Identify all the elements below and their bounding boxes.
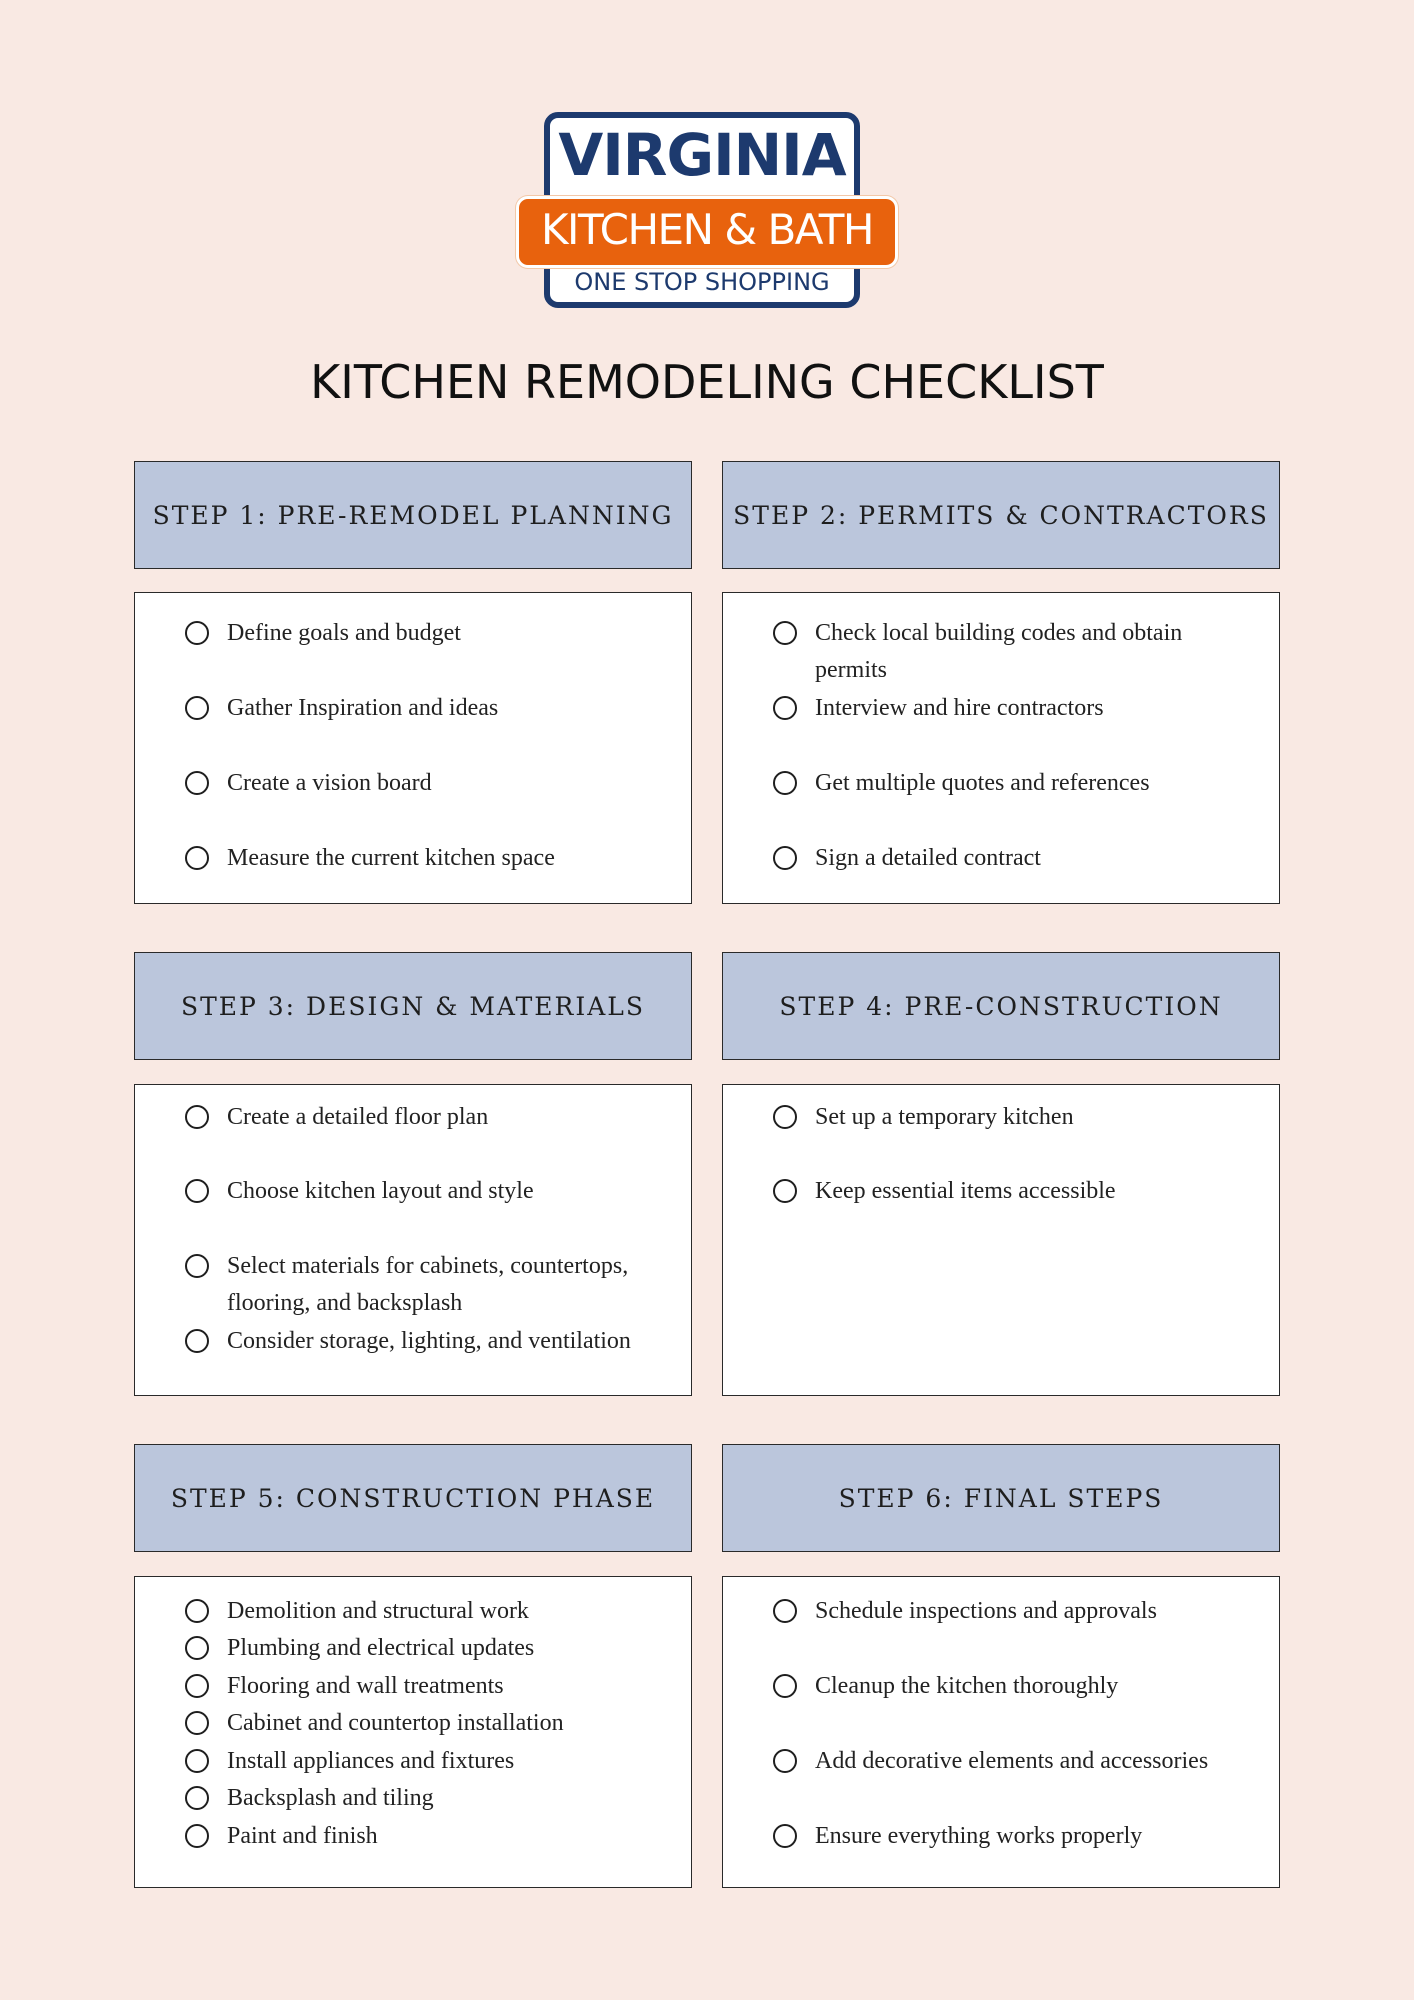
checkbox-circle-icon[interactable] — [773, 1599, 797, 1623]
step-3-checklist — [134, 1084, 692, 1396]
checkbox-circle-icon[interactable] — [185, 1329, 209, 1353]
checklist-item[interactable] — [185, 1323, 651, 1360]
step-1-checklist — [134, 592, 692, 904]
step-6-checklist — [722, 1576, 1280, 1888]
checklist-item-label: Add decorative elements and accessories — [815, 1748, 1209, 1774]
checkbox-circle-icon[interactable] — [185, 1599, 209, 1623]
checklist-item-label: Gather Inspiration and ideas — [227, 695, 499, 721]
checkbox-circle-icon[interactable] — [185, 1636, 209, 1660]
checklist-item[interactable] — [773, 840, 1239, 877]
checklist-item-label: Schedule inspections and approvals — [815, 1598, 1157, 1624]
checklist-item[interactable] — [773, 1099, 1239, 1136]
checklist-item[interactable] — [185, 690, 651, 727]
checklist-item[interactable] — [773, 690, 1239, 727]
checklist-item-label: Check local building codes and obtain permits — [815, 620, 1183, 683]
checklist-item[interactable] — [185, 1705, 651, 1742]
step-2-checklist — [722, 592, 1280, 904]
checklist-item-label: Ensure everything works properly — [815, 1823, 1143, 1849]
checklist-item[interactable] — [185, 1743, 651, 1780]
step-4-header: STEP 4: PRE-CONSTRUCTION — [722, 952, 1280, 1060]
step-6-header: STEP 6: FINAL STEPS — [722, 1444, 1280, 1552]
checkbox-circle-icon[interactable] — [773, 771, 797, 795]
checklist-item[interactable] — [185, 1593, 651, 1630]
page-title: KITCHEN REMODELING CHECKLIST — [310, 355, 1104, 409]
checklist-item-label: Get multiple quotes and references — [815, 770, 1150, 796]
checklist-item-label: Plumbing and electrical updates — [227, 1635, 535, 1661]
checklist-item[interactable] — [773, 1593, 1239, 1630]
checkbox-circle-icon[interactable] — [773, 1749, 797, 1773]
checklist-item[interactable] — [773, 1173, 1239, 1210]
checklist-item[interactable] — [185, 1668, 651, 1705]
checklist-item[interactable] — [773, 765, 1239, 802]
step-4-checklist — [722, 1084, 1280, 1396]
checkbox-circle-icon[interactable] — [185, 846, 209, 870]
checkbox-circle-icon[interactable] — [773, 1179, 797, 1203]
checklist-item-label: Sign a detailed contract — [815, 845, 1041, 871]
checkbox-circle-icon[interactable] — [773, 846, 797, 870]
checklist-item-label: Choose kitchen layout and style — [227, 1178, 534, 1204]
checkbox-circle-icon[interactable] — [773, 1674, 797, 1698]
checklist-item[interactable] — [773, 1743, 1239, 1780]
checklist-item-label: Cleanup the kitchen thoroughly — [815, 1673, 1119, 1699]
checkbox-circle-icon[interactable] — [185, 1786, 209, 1810]
checkbox-circle-icon[interactable] — [773, 1105, 797, 1129]
checklist-item-label: Backsplash and tiling — [227, 1785, 434, 1811]
step-3-header: STEP 3: DESIGN & MATERIALS — [134, 952, 692, 1060]
checklist-item-label: Demolition and structural work — [227, 1598, 529, 1624]
checklist-item-label: Consider storage, lighting, and ventilation — [227, 1328, 631, 1354]
checklist-item-label: Create a detailed floor plan — [227, 1104, 489, 1130]
step-1-header: STEP 1: PRE-REMODEL PLANNING — [134, 461, 692, 569]
logo-tagline: ONE STOP SHOPPING — [574, 268, 830, 296]
checklist-item-label: Paint and finish — [227, 1823, 378, 1849]
checklist-item-label: Flooring and wall treatments — [227, 1673, 504, 1699]
checkbox-circle-icon[interactable] — [185, 1105, 209, 1129]
checkbox-circle-icon[interactable] — [185, 696, 209, 720]
checklist-item[interactable] — [185, 1173, 651, 1210]
logo-middle-text: KITCHEN & BATH — [541, 205, 873, 254]
step-2-header: STEP 2: PERMITS & CONTRACTORS — [722, 461, 1280, 569]
checklist-item-label: Select materials for cabinets, countertops, flooring, and backsplash — [227, 1253, 629, 1316]
step-5-checklist — [134, 1576, 692, 1888]
checklist-item-label: Measure the current kitchen space — [227, 845, 555, 871]
logo-top-text: VIRGINIA — [558, 121, 846, 189]
checklist-item-label: Interview and hire contractors — [815, 695, 1104, 721]
company-logo — [514, 108, 900, 318]
checklist-item-label: Define goals and budget — [227, 620, 461, 646]
checklist-item[interactable] — [773, 615, 1239, 689]
checkbox-circle-icon[interactable] — [185, 1711, 209, 1735]
checkbox-circle-icon[interactable] — [185, 1674, 209, 1698]
checklist-item[interactable] — [773, 1668, 1239, 1705]
checklist-item[interactable] — [185, 765, 651, 802]
checklist-item[interactable] — [185, 1630, 651, 1667]
checkbox-circle-icon[interactable] — [185, 621, 209, 645]
checkbox-circle-icon[interactable] — [773, 621, 797, 645]
checklist-item[interactable] — [185, 1099, 651, 1136]
checklist-item-label: Keep essential items accessible — [815, 1178, 1116, 1204]
checkbox-circle-icon[interactable] — [185, 1749, 209, 1773]
checkbox-circle-icon[interactable] — [185, 1179, 209, 1203]
checklist-item[interactable] — [773, 1818, 1239, 1855]
checkbox-circle-icon[interactable] — [773, 1824, 797, 1848]
checklist-item-label: Set up a temporary kitchen — [815, 1104, 1074, 1130]
checkbox-circle-icon[interactable] — [773, 696, 797, 720]
checklist-item[interactable] — [185, 840, 651, 877]
checkbox-circle-icon[interactable] — [185, 1254, 209, 1278]
checklist-item[interactable] — [185, 615, 651, 652]
step-5-header: STEP 5: CONSTRUCTION PHASE — [134, 1444, 692, 1552]
checklist-item[interactable] — [185, 1818, 651, 1855]
checklist-item-label: Create a vision board — [227, 770, 432, 796]
checklist-item-label: Cabinet and countertop installation — [227, 1710, 564, 1736]
checklist-item-label: Install appliances and fixtures — [227, 1748, 515, 1774]
checklist-item[interactable] — [185, 1780, 651, 1817]
checklist-item[interactable] — [185, 1248, 651, 1322]
checkbox-circle-icon[interactable] — [185, 771, 209, 795]
checkbox-circle-icon[interactable] — [185, 1824, 209, 1848]
